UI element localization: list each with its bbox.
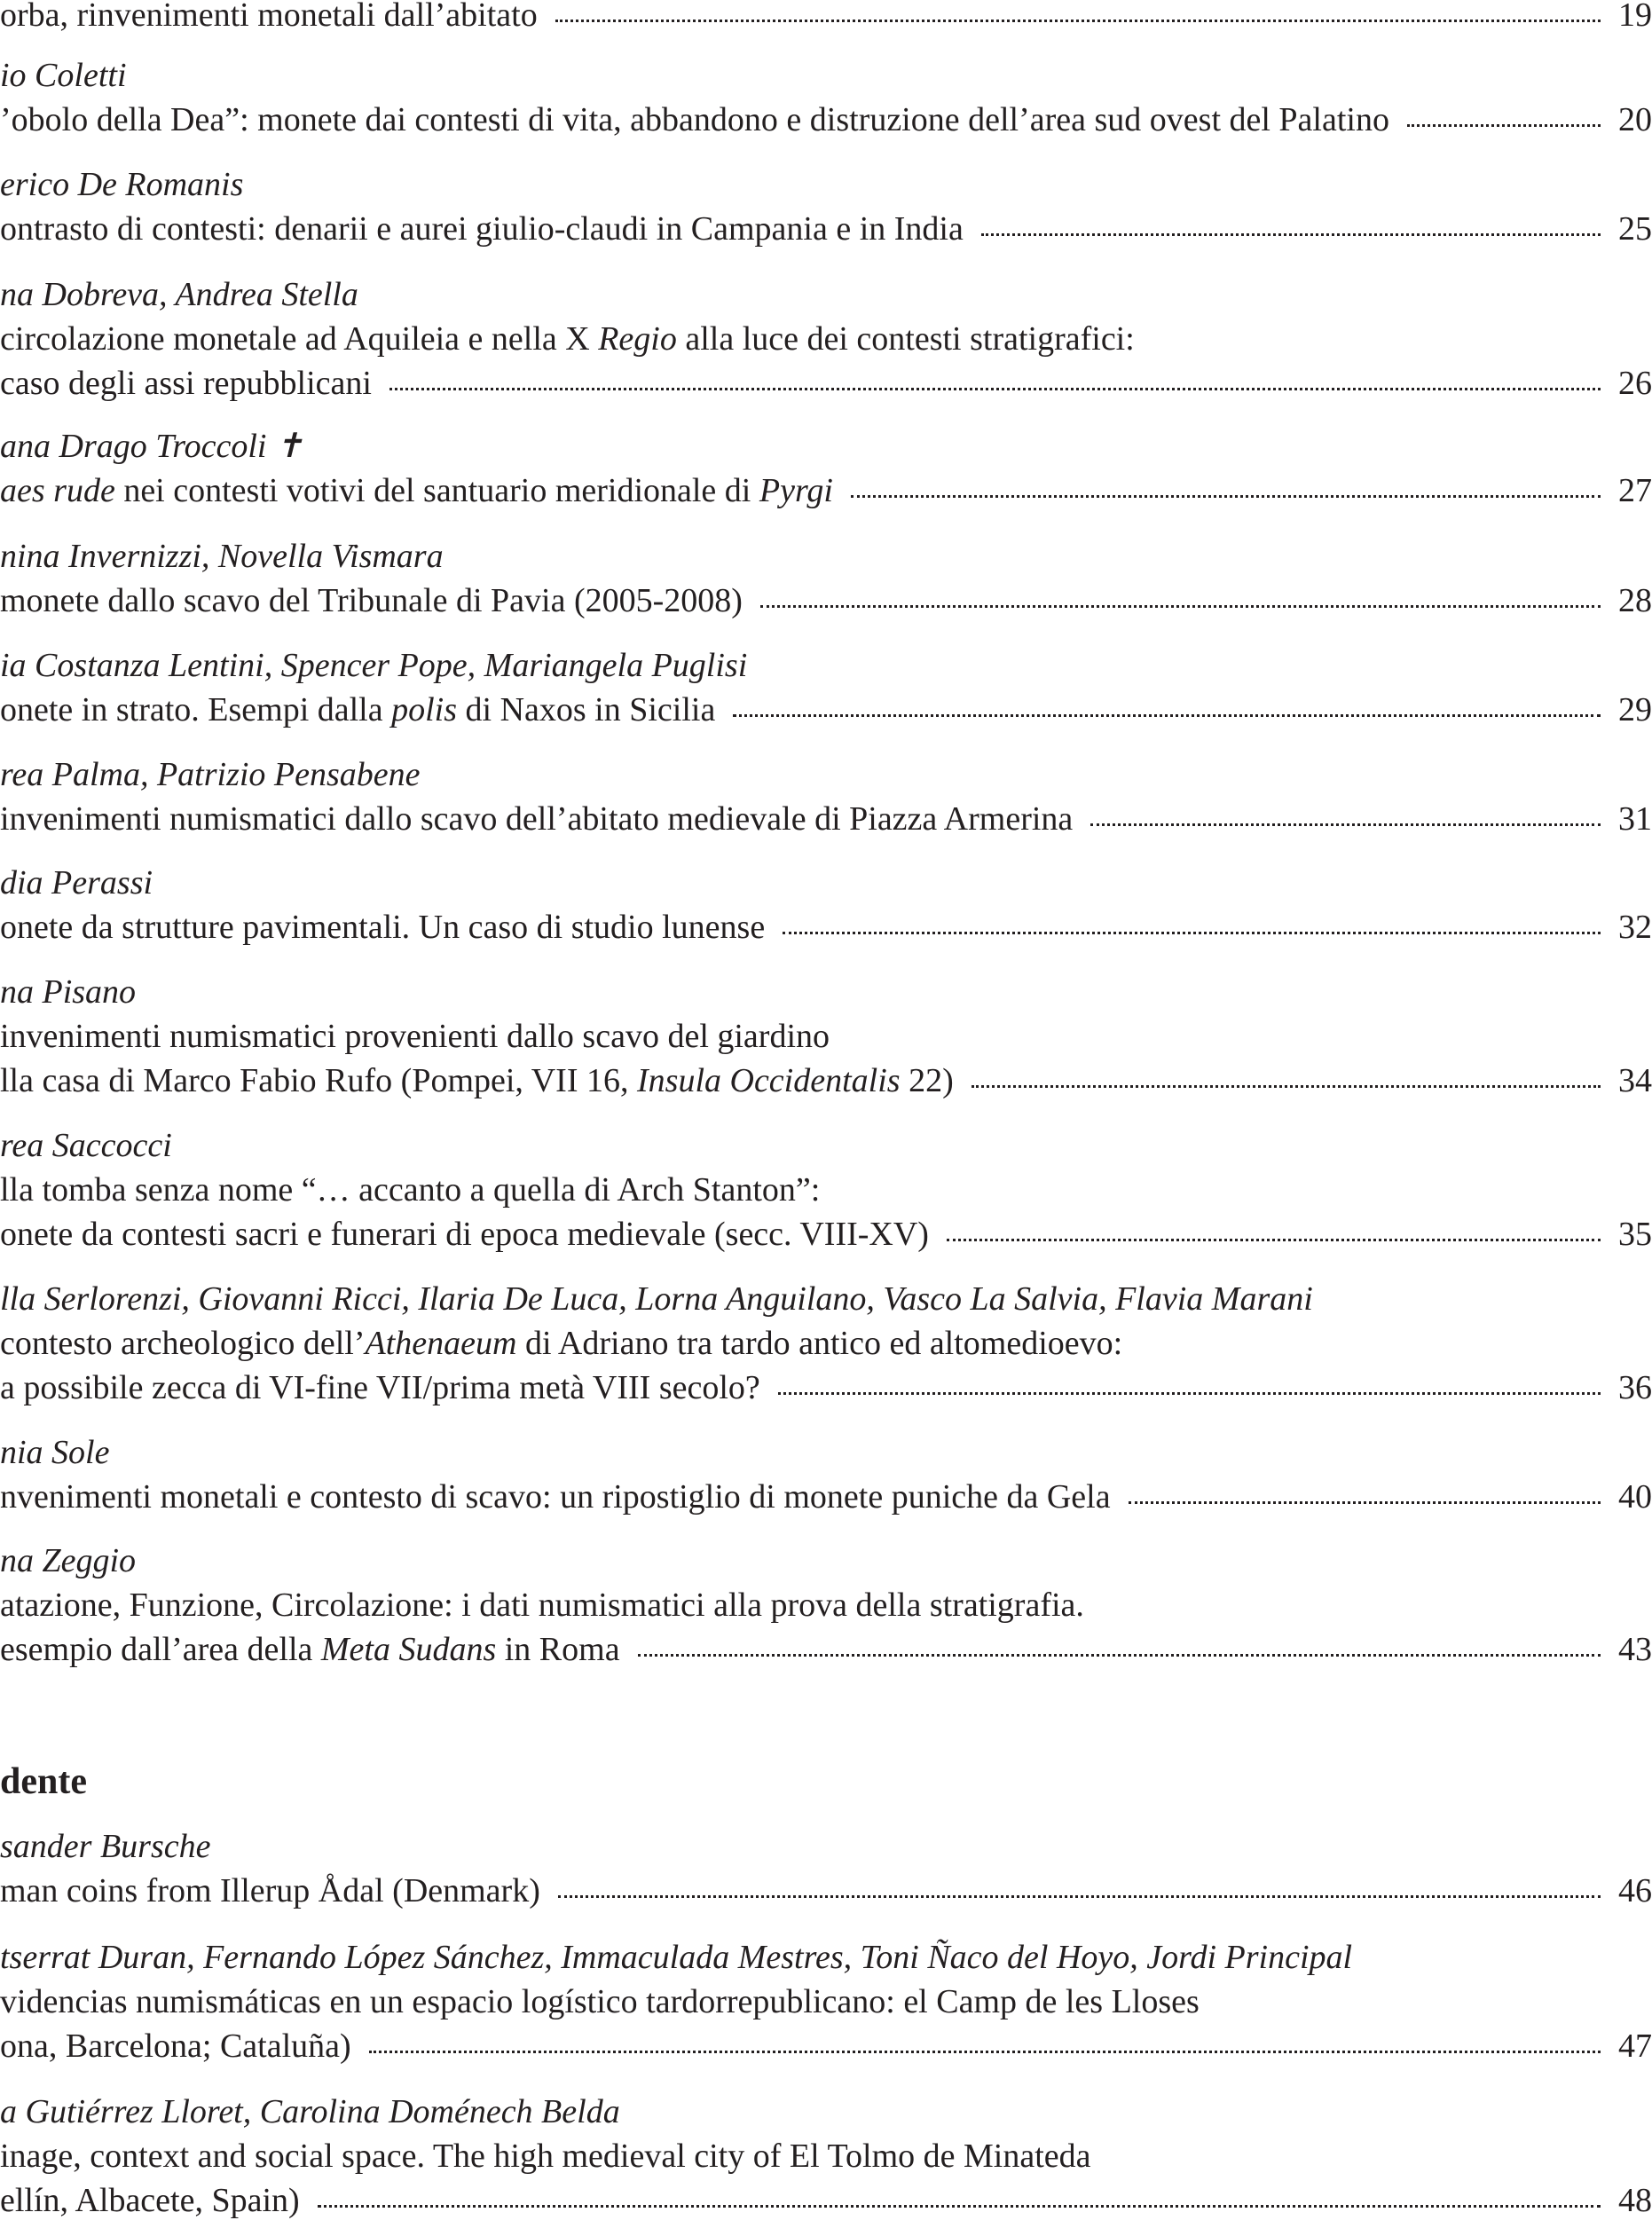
entry-title: a possibile zecca di VI-fine VII/prima metà VIII secolo? [0,1369,760,1406]
entry-title-line [0,317,1652,361]
page-number: 20 [1618,101,1652,138]
toc-entry [0,1475,1652,1519]
page-number: 43 [1618,1631,1652,1668]
entry-title: aes rude nei contesti votivi del santuario meridionale di Pyrgi [0,472,833,509]
page-number: 34 [1618,1062,1652,1099]
entry-title-line [0,2134,1652,2178]
page-number: 36 [1618,1369,1652,1406]
page-number: 25 [1618,210,1652,248]
entry-title: onete da strutture pavimentali. Un caso di studio lunense [0,909,766,946]
entry-authors: na Pisano [0,973,137,1011]
toc-entry [0,207,1652,251]
entry-authors: sander Bursche [0,1828,211,1865]
leader-dots [389,382,1601,390]
entry-title: onete in strato. Esempi dalla polis di Naxos in Sicilia [0,691,716,728]
section-heading: dente [0,1761,87,1802]
toc-entry [0,688,1652,732]
leader-dots [851,490,1601,498]
entry-title: ona, Barcelona; Cataluña) [0,2027,351,2065]
entry-title: ellín, Albacete, Spain) [0,2182,300,2219]
leader-dots [369,2045,1601,2053]
leader-dots [638,1649,1601,1657]
leader-dots [947,1233,1601,1241]
entry-title: invenimenti numismatici dallo scavo dell’abitato medievale di Piazza Armerina [0,800,1074,838]
leader-dots [318,2200,1601,2208]
entry-title: esempio dall’area della Meta Sudans in Roma [0,1631,620,1668]
entry-authors: dia Perassi [0,864,153,901]
leader-dots [1090,818,1601,826]
entry-title: inage, context and social space. The high medieval city of El Tolmo de Minateda [0,2138,1091,2175]
leader-dots [558,1890,1601,1898]
toc-entry [0,0,1652,37]
toc-entry [0,361,1652,405]
entry-authors: rea Saccocci [0,1127,172,1164]
leader-dots [972,1080,1601,1088]
toc-entry [0,797,1652,841]
entry-title: videncias numismáticas en un espacio logístico tardorrepublicano: el Camp de les Lloses [0,1983,1200,2020]
entry-title-line [0,1321,1652,1366]
entry-authors: ia Costanza Lentini, Spencer Pope, Mariangela Puglisi [0,647,748,684]
toc-entry [0,2024,1652,2068]
entry-authors: na Dobreva, Andrea Stella [0,276,358,313]
page-number: 35 [1618,1216,1652,1253]
entry-title: onete da contesti sacri e funerari di epoca medievale (secc. VIII-XV) [0,1216,929,1253]
entry-authors: erico De Romanis [0,166,244,203]
page-number: 46 [1618,1872,1652,1909]
toc-entry [0,1059,1652,1103]
entry-authors: nia Sole [0,1434,110,1471]
leader-dots [778,1387,1601,1395]
page-number: 28 [1618,582,1652,619]
toc-entry [0,1627,1652,1672]
page-number: 40 [1618,1478,1652,1516]
entry-authors: rea Palma, Patrizio Pensabene [0,756,421,793]
toc-entry [0,905,1652,949]
page-number: 26 [1618,365,1652,402]
entry-authors: io Coletti [0,57,127,94]
entry-title-line [0,1168,1652,1212]
leader-dots [783,926,1601,934]
entry-authors: lla Serlorenzi, Giovanni Ricci, Ilaria De Luca, Lorna Anguilano, Vasco La Salvia, Flavia Marani [0,1280,1313,1318]
leader-dots [1129,1496,1601,1504]
toc-entry [0,1212,1652,1256]
toc-entry [0,1869,1652,1913]
entry-authors: a Gutiérrez Lloret, Carolina Doménech Belda [0,2093,620,2130]
toc-entry [0,579,1652,623]
entry-title: orba, rinvenimenti monetali dall’abitato [0,0,538,34]
entry-authors: ana Drago Troccoli ✝ [0,428,303,465]
toc-entry [0,2178,1652,2223]
page-number: 19 [1618,0,1652,34]
entry-title: monete dallo scavo del Tribunale di Pavia (2005-2008) [0,582,743,619]
entry-title: invenimenti numismatici provenienti dallo scavo del giardino [0,1018,830,1055]
entry-title-line [0,1583,1652,1627]
entry-title: contesto archeologico dell’Athenaeum di Adriano tra tardo antico ed altomedioevo: [0,1325,1123,1362]
entry-authors: nina Invernizzi, Novella Vismara [0,538,444,575]
page-number: 31 [1618,800,1652,838]
toc-entry [0,98,1652,142]
page-number: 27 [1618,472,1652,509]
entry-title: ontrasto di contesti: denarii e aurei giulio-claudi in Campania e in India [0,210,964,248]
entry-title-line [0,1014,1652,1059]
entry-authors: na Zeggio [0,1542,137,1579]
entry-title: circolazione monetale ad Aquileia e nella X Regio alla luce dei contesti stratigrafici: [0,320,1135,358]
page-number: 48 [1618,2182,1652,2219]
entry-title: man coins from Illerup Ådal (Denmark) [0,1872,540,1909]
page-number: 47 [1618,2027,1652,2065]
leader-dots [1407,119,1601,127]
page-number: 32 [1618,909,1652,946]
entry-title: atazione, Funzione, Circolazione: i dati numismatici alla prova della stratigrafia. [0,1586,1084,1624]
leader-dots [733,709,1601,717]
entry-authors: tserrat Duran, Fernando López Sánchez, Immaculada Mestres, Toni Ñaco del Hoyo, Jordi Principal [0,1939,1353,1976]
toc-entry [0,468,1652,513]
page-number: 29 [1618,691,1652,728]
toc-entry [0,1366,1652,1410]
leader-dots [981,228,1601,236]
entry-title: nvenimenti monetali e contesto di scavo: un ripostiglio di monete puniche da Gela [0,1478,1111,1516]
entry-title: caso degli assi repubblicani [0,365,372,402]
entry-title: ’obolo della Dea”: monete dai contesti di vita, abbandono e distruzione dell’area sud ovest del Palatino [0,101,1389,138]
entry-title: lla tomba senza nome “… accanto a quella di Arch Stanton”: [0,1171,821,1209]
entry-title-line [0,1980,1652,2024]
leader-dots [555,14,1601,22]
entry-title: lla casa di Marco Fabio Rufo (Pompei, VII 16, Insula Occidentalis 22) [0,1062,954,1099]
leader-dots [760,600,1601,608]
